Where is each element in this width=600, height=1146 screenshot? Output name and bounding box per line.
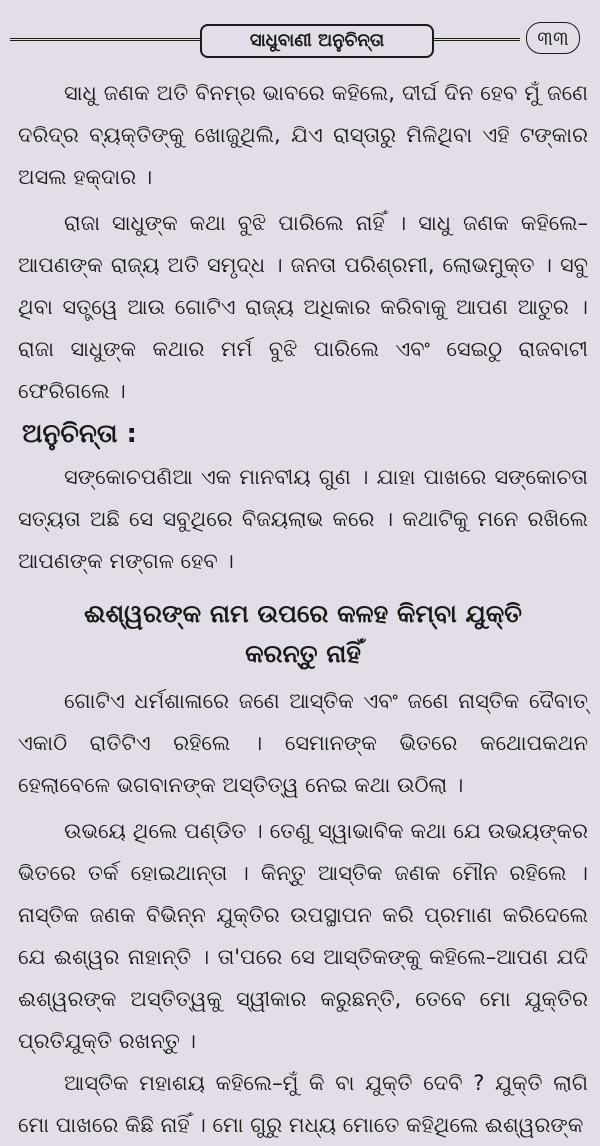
page-number: ୩୩ [526, 22, 580, 54]
header-title: ସାଧୁବାଣୀ ଅନୁଚିନ୍ତା [200, 24, 434, 58]
story-paragraph-1: ସାଧୁ ଜଣକ ଅତି ବିନମ୍ର ଭାବରେ କହିଲେ, ଦୀର୍ଘ ଦିନ ହେବ ମୁଁ ଜଣେ ଦରିଦ୍ର ବ୍ୟକ୍ତିଙ୍କୁ ଖୋଜୁଥିଲି, ଯିଏ ରାସ୍ତାରୁ ମିଳିଥିବା ଏହି ଟଙ୍କାର ଅସଲ ହକ୍‌ଦାର । [18, 81, 588, 189]
section-heading [18, 594, 588, 674]
section-paragraph-1: ଗୋଟିଏ ଧର୍ମଶାଳାରେ ଜଣେ ଆସ୍ତିକ ଏବଂ ଜଣେ ନାସ୍ତିକ ଦୈବାତ୍ ଏକାଠି ରାତିଟିଏ ରହିଲେ । ସେମାନଙ୍କ ଭିତରେ କଥୋପକଥନ ହେଲାବେଳେ ଭଗବାନଙ୍କ ଅସ୍ତିତ୍ୱ ନେଇ କଥା ଉଠିଲା । [18, 689, 588, 797]
running-header [10, 20, 590, 64]
section-heading-line-1: ଈଶ୍ୱରଙ୍କ ନାମ ଉପରେ କଳହ କିମ୍ବା ଯୁକ୍ତି [83, 599, 523, 628]
section-heading-line-2: କରନ୍ତୁ ନାହିଁ [245, 639, 361, 668]
section-paragraph-3: ଆସ୍ତିକ ମହାଶୟ କହିଲେ–ମୁଁ କି ବା ଯୁକ୍ତି ଦେବି ? ଯୁକ୍ତି ଲାଗି ମୋ ପାଖରେ କିଛି ନାହିଁ । ମୋ ଗୁରୁ ମଧ୍ୟ ମୋତେ କହିଥିଲେ ଈଶ୍ୱରଙ୍କ [18, 1071, 588, 1137]
story-paragraph-2: ରାଜା ସାଧୁଙ୍କ କଥା ବୁଝି ପାରିଲେ ନାହିଁ । ସାଧୁ ଜଣକ କହିଲେ– ଆପଣଙ୍କ ରାଜ୍ୟ ଅତି ସମୃଦ୍ଧ । ଜନତା ପରିଶ୍ରମୀ, ଲୋଭମୁକ୍ତ । ସବୁ ଥିବା ସତ୍ତ୍ୱେ ଆଉ ଗୋଟିଏ ରାଜ୍ୟ ଅଧିକାର କରିବାକୁ ଆପଣ ଆତୁର । ରାଜା ସାଧୁଙ୍କ କଥାର ମର୍ମ ବୁଝି ପାରିଲେ ଏବଂ ସେଇଠୁ ରାଜବାଟୀ ଫେରିଗଲେ । [18, 211, 588, 403]
page-body [18, 72, 588, 1146]
reflection-label: ଅନୁଚିନ୍ତା : [22, 419, 137, 449]
reflection-paragraph: ସଙ୍କୋଚପଣିଆ ଏକ ମାନବୀୟ ଗୁଣ । ଯାହା ପାଖରେ ସଙ୍କୋଚତା ସତ୍ୟତା ଅଛି ସେ ସବୁଥିରେ ବିଜୟଲାଭ କରେ । କଥାଟିକୁ ମନେ ରଖିଲେ ଆପଣଙ୍କ ମଙ୍ଗଳ ହେବ । [18, 465, 588, 573]
section-paragraph-2: ଉଭୟେ ଥିଲେ ପଣ୍ଡିତ । ତେଣୁ ସ୍ୱାଭାବିକ କଥା ଯେ ଉଭୟଙ୍କର ଭିତରେ ତର୍କ ହୋଇଥାନ୍ତା । କିନ୍ତୁ ଆସ୍ତିକ ଜଣକ ମୌନ ରହିଲେ । ନାସ୍ତିକ ଜଣକ ବିଭିନ୍ନ ଯୁକ୍ତିର ଉପସ୍ଥାପନ କରି ପ୍ରମାଣ କରିଦେଲେ ଯେ ଈଶ୍ୱର ନାହାନ୍ତି । ତା'ପରେ ସେ ଆସ୍ତିକଙ୍କୁ କହିଲେ–ଆପଣ ଯଦି ଈଶ୍ୱରଙ୍କ ଅସ୍ତିତ୍ୱକୁ ସ୍ୱୀକାର କରୁଛନ୍ତି, ତେବେ ମୋ ଯୁକ୍ତିର ପ୍ରତିଯୁକ୍ତି ରଖନ୍ତୁ । [18, 819, 588, 1053]
